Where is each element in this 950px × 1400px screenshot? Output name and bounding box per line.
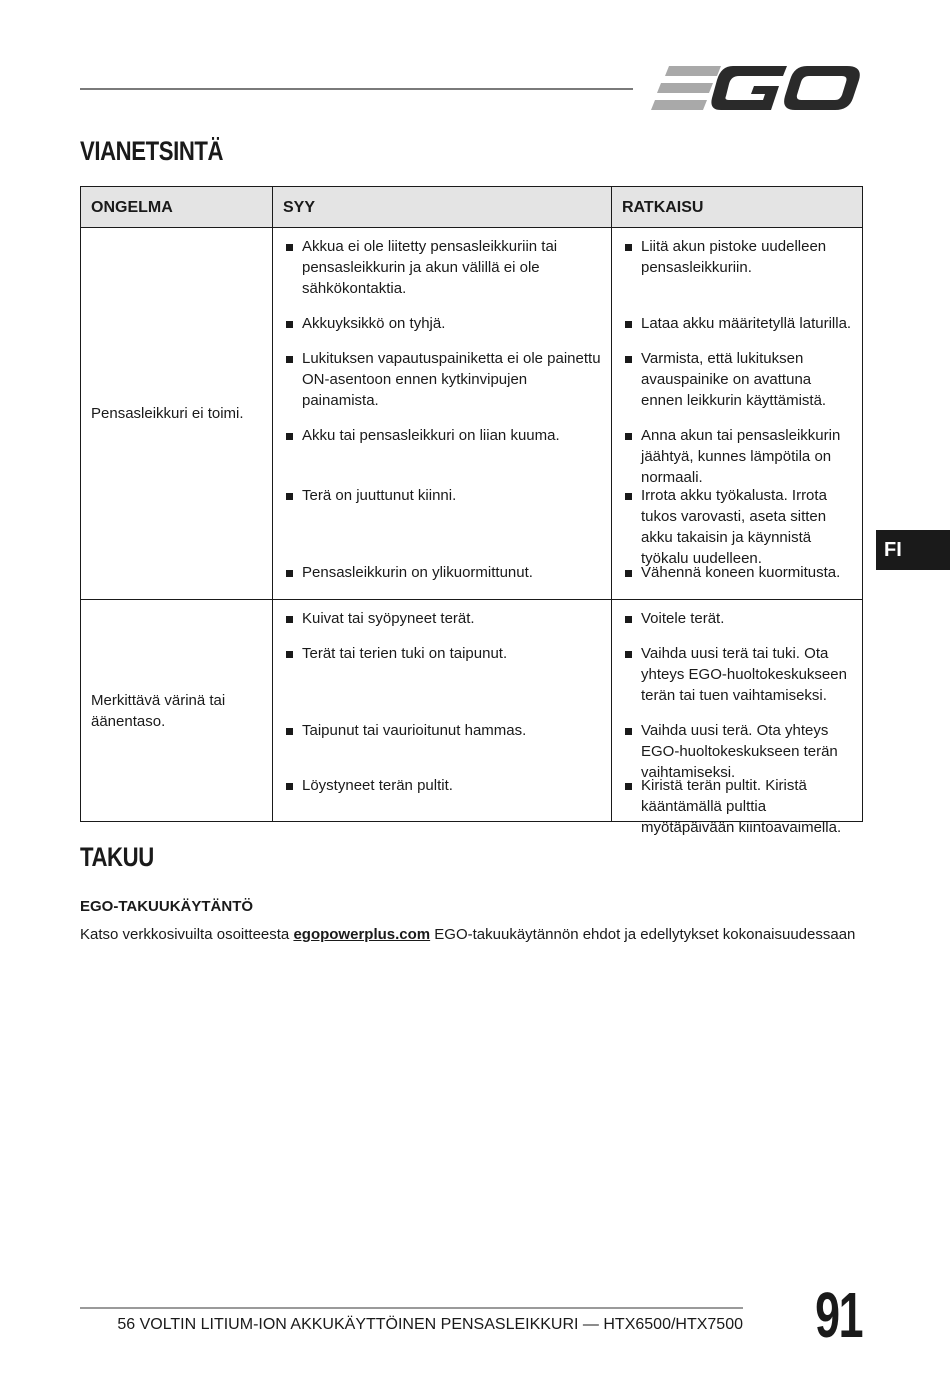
solution-cell bbox=[612, 600, 863, 836]
warranty-subtitle: EGO-TAKUUKÄYTÄNTÖ bbox=[80, 898, 254, 915]
ego-logo bbox=[651, 64, 861, 112]
cause-cell bbox=[273, 600, 612, 822]
footer-title: 56 VOLTIN LITIUM-ION AKKUKÄYTTÖINEN PENSASLEIKKURI — HTX6500/HTX7500 bbox=[117, 1316, 743, 1333]
cause-item: Terät tai terien tuki on taipunut. bbox=[273, 643, 611, 664]
problem-cell: Merkittävä värinä tai äänentaso. bbox=[81, 600, 273, 822]
solution-item: Anna akun tai pensasleikkurin jäähtyä, kunnes lämpötila on normaali. bbox=[612, 425, 862, 467]
warranty-title: TAKUU bbox=[80, 842, 154, 872]
table-row bbox=[81, 228, 863, 600]
cause-item: Lukituksen vapautuspainiketta ei ole painettu ON-asentoon ennen kytkinvipujen painamista. bbox=[273, 348, 611, 411]
solution-item: Vähennä koneen kuormitusta. bbox=[612, 562, 862, 583]
cause-item: Pensasleikkurin on ylikuormittunut. bbox=[273, 562, 611, 583]
solution-item: Vaihda uusi terä. Ota yhteys EGO-huoltokeskukseen terän vaihtamiseksi. bbox=[612, 720, 862, 762]
column-header-problem: ONGELMA bbox=[81, 187, 273, 228]
header-rule bbox=[80, 88, 633, 90]
warranty-text-after: EGO-takuukäytännön ehdot ja edellytykset kokonaisuudessaan bbox=[430, 926, 856, 943]
cause-item: Kuivat tai syöpyneet terät. bbox=[273, 608, 611, 629]
warranty-link[interactable]: egopowerplus.com bbox=[293, 926, 431, 943]
troubleshooting-table bbox=[80, 186, 863, 836]
page-number: 91 bbox=[814, 1279, 862, 1351]
solution-cell bbox=[612, 228, 863, 600]
solution-item: Voitele terät. bbox=[612, 608, 862, 629]
cause-item: Akkuyksikkö on tyhjä. bbox=[273, 313, 611, 334]
solution-item: Irrota akku työkalusta. Irrota tukos varovasti, aseta sitten akku takaisin ja käynnistä työkalu uudelleen. bbox=[612, 485, 862, 548]
solution-item: Vaihda uusi terä tai tuki. Ota yhteys EGO-huoltokeskukseen terän tai tuen vaihtamiseksi. bbox=[612, 643, 862, 706]
table-header-row bbox=[81, 187, 863, 228]
cause-item: Terä on juuttunut kiinni. bbox=[273, 485, 611, 506]
problem-cell: Pensasleikkuri ei toimi. bbox=[81, 228, 273, 600]
cause-item: Taipunut tai vaurioitunut hammas. bbox=[273, 720, 611, 741]
solution-item: Kiristä terän pultit. Kiristä kääntämällä pulttia myötäpäivään kiintoavaimella. bbox=[612, 775, 862, 817]
language-tab: FI bbox=[876, 530, 950, 570]
warranty-text bbox=[80, 926, 855, 943]
solution-item: Liitä akun pistoke uudelleen pensasleikkuriin. bbox=[612, 236, 862, 299]
cause-item: Löystyneet terän pultit. bbox=[273, 775, 611, 796]
footer-rule bbox=[80, 1307, 743, 1309]
solution-item: Varmista, että lukituksen avauspainike on avattuna ennen leikkurin käyttämistä. bbox=[612, 348, 862, 411]
column-header-solution: RATKAISU bbox=[612, 187, 863, 228]
troubleshooting-title: VIANETSINTÄ bbox=[80, 136, 224, 166]
warranty-text-before: Katso verkkosivuilta osoitteesta bbox=[80, 926, 294, 943]
cause-cell bbox=[273, 228, 612, 600]
table-row bbox=[81, 600, 863, 822]
solution-item: Lataa akku määritetyllä laturilla. bbox=[612, 313, 862, 334]
cause-item: Akku tai pensasleikkuri on liian kuuma. bbox=[273, 425, 611, 446]
cause-item: Akkua ei ole liitetty pensasleikkuriin tai pensasleikkurin ja akun välillä ei ole sähkökontaktia. bbox=[273, 236, 611, 299]
column-header-cause: SYY bbox=[273, 187, 612, 228]
